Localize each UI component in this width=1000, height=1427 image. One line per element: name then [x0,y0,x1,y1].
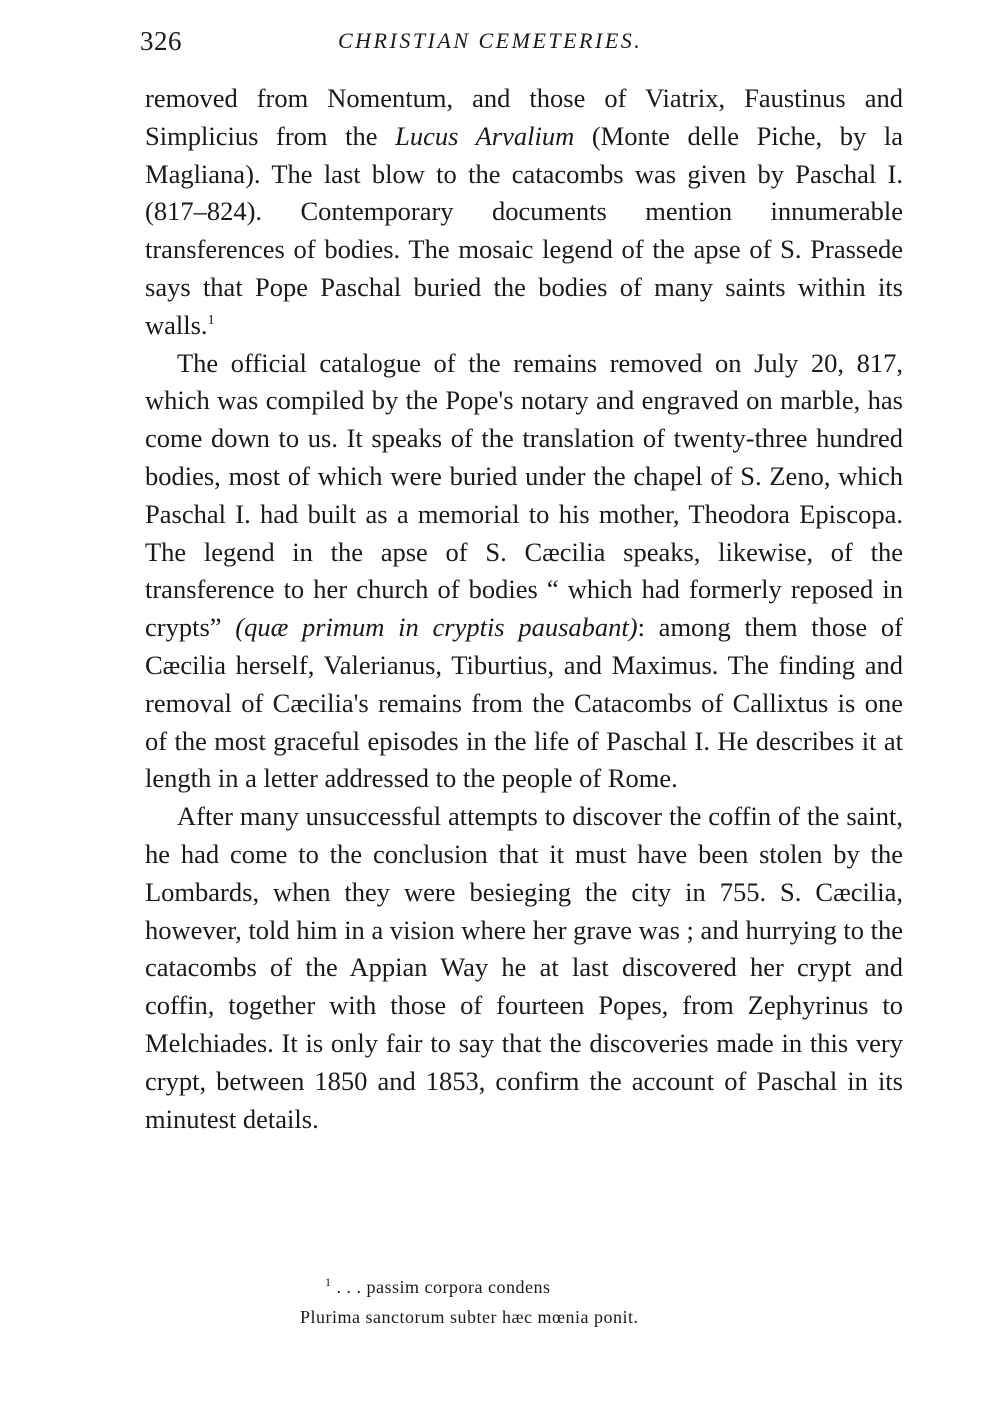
paragraph-1 [145,80,903,345]
footnote-reference: 1 [207,312,215,328]
paragraph-2-italic: (quæ primum in cryptis pausabant) [235,612,638,643]
paragraph-1-italic: Lucus Arvalium [395,120,575,151]
paragraph-3-text: After many unsuccessful attempts to discover the coffin of the saint, he had come to the conclusion that it must have been stolen by the Lombards, when they were besieging the city in 755. S. Cæcilia, however, told him in a vision where her grave was ; and hurrying to the catacombs of the Appian Way he at last discovered her crypt and coffin, together with those of fourteen Popes, from Zephyrinus to Melchiades. It is only fair to say that the discoveries made in this very crypt, between 1850 and 1853, confirm the account of Paschal in its minutest details. [145,801,903,1134]
paragraph-3 [145,798,903,1138]
running-head [140,26,910,62]
footnote-line-2: Plurima sanctorum subter hæc mœnia ponit. [300,1307,639,1327]
footnote-line-1-text: . . . passim corpora condens [336,1277,551,1297]
body-text [145,80,903,1138]
paragraph-1-text-a: removed from Nomentum, and those of Viatrix, Faustinus and Simplicius from the [145,83,903,151]
paragraph-2-text-a: The official catalogue of the remains removed on July 20, 817, which was compiled by the Pope's notary and engraved on marble, has come down to us. It speaks of the translation of twenty-three hundred bodies, most of which were buried under the chapel of S. Zeno, which Paschal I. had built as a memorial to his mother, Theodora Episcopa. The legend in the apse of S. Cæcilia speaks, likewise, of the transference to her church of bodies “ which had formerly reposed in crypts” [145,347,903,643]
page-number: 326 [140,26,182,56]
running-title: CHRISTIAN CEMETERIES. [338,28,643,53]
footnote [300,1272,820,1332]
paragraph-1-text-b: (Monte delle Piche, by la Magliana). The last blow to the catacombs was given by Paschal I. (817–824). Contemporary documents mention innumerable transferences of bodies. The mosaic legend of the apse of S. Prassede says that Pope Paschal buried the bodies of many saints within its walls. [145,120,903,340]
paragraph-2 [145,345,903,799]
footnote-marker: 1 [325,1275,332,1289]
footnote-line-1 [300,1272,820,1302]
paragraph-2-text-b: : among them those of Cæcilia herself, Valerianus, Tiburtius, and Maximus. The finding and removal of Cæcilia's remains from the Catacombs of Callixtus is one of the most graceful episodes in the life of Paschal I. He describes it at length in a letter addressed to the people of Rome. [145,612,903,794]
